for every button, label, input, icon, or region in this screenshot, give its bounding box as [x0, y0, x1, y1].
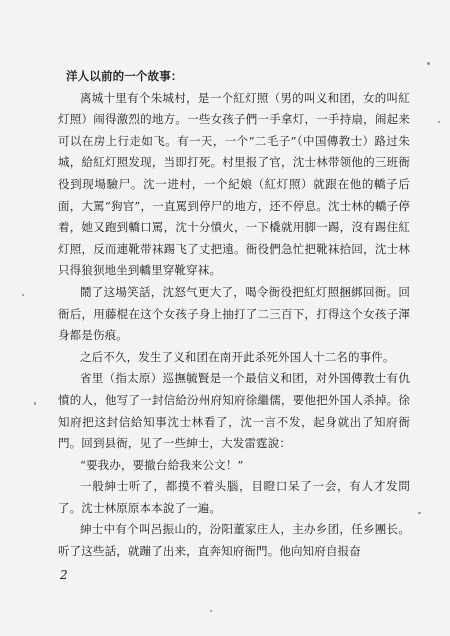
scan-speck — [427, 62, 430, 65]
paragraph: 省里（指太原）巡撫毓賢是一个最信义和团，对外国傳教士有仇憤的人，他写了一封信給汾州府知府徐繼儒，要他把外国人杀掉。徐知府把这封信給知事沈士林看了，沈一言不发，起身就出了知府衙門。回到县衙，见了一些紳士，大发雷霆說： — [58, 371, 410, 451]
scan-speck — [34, 402, 36, 405]
paragraph: 鬧了这場笑話，沈怒气更大了，喝令衙役把紅灯照捆綁回衙。回衙后，用藤棍在这个女孩子身上抽打了二三百下，打得这个女孩子渾身都是伤痕。 — [58, 284, 410, 343]
paragraph: “要我办，要撤台給我来公文！” — [80, 457, 244, 472]
paragraph: 离城十里有个朱城村，是一个紅灯照（男的叫义和团，女的叫紅灯照）闹得激烈的地方。一些女孩子們一手拿灯，一手持扇，闹起来可以在房上行走如飞。有一天，一个“二毛子”（中国傳教士）路过朱城，給紅灯照发现，当即打死。村里报了官，沈士林带领他的三班衙役到现場驗尸。沈一进村，一个紀娘（紅灯照）就跟在他的轎子后面，大罵“狗官”，一直罵到停尸的地方，还不停息。沈士林的轎子停着，她又跑到轎口罵，沈十分憤火，一下橇就用脚一踢，沒有踢住紅灯照，反而連靴带袜踢飞了丈把遠。衙役們急忙把靴袜拾回，沈士林只得狼狈地坐到轎里穿靴穿袜。 — [58, 90, 410, 278]
paragraph: 之后不久，发生了义和团在南开此杀死外国人十二名的事件。 — [80, 349, 395, 364]
scan-speck — [210, 610, 212, 612]
page-number: 2 — [60, 568, 68, 582]
paragraph: 紳士中有个叫呂振山的，汾阳董家庄人，主办乡团，任乡團长。听了这些話，就蹦了出来，直奔知府衙門。他向知府自报奋 — [58, 522, 410, 559]
paragraph: 一般紳士听了，都摸不着头腦，目瞪口呆了一会，有人才发問了。沈士林原原本本說了一遍。 — [58, 479, 410, 515]
scan-speck — [22, 294, 24, 296]
paragraph-heading: 洋人以前的一个故事： — [66, 69, 183, 83]
body-text — [58, 66, 410, 563]
scan-speck — [418, 512, 421, 514]
scan-speck — [438, 121, 440, 123]
